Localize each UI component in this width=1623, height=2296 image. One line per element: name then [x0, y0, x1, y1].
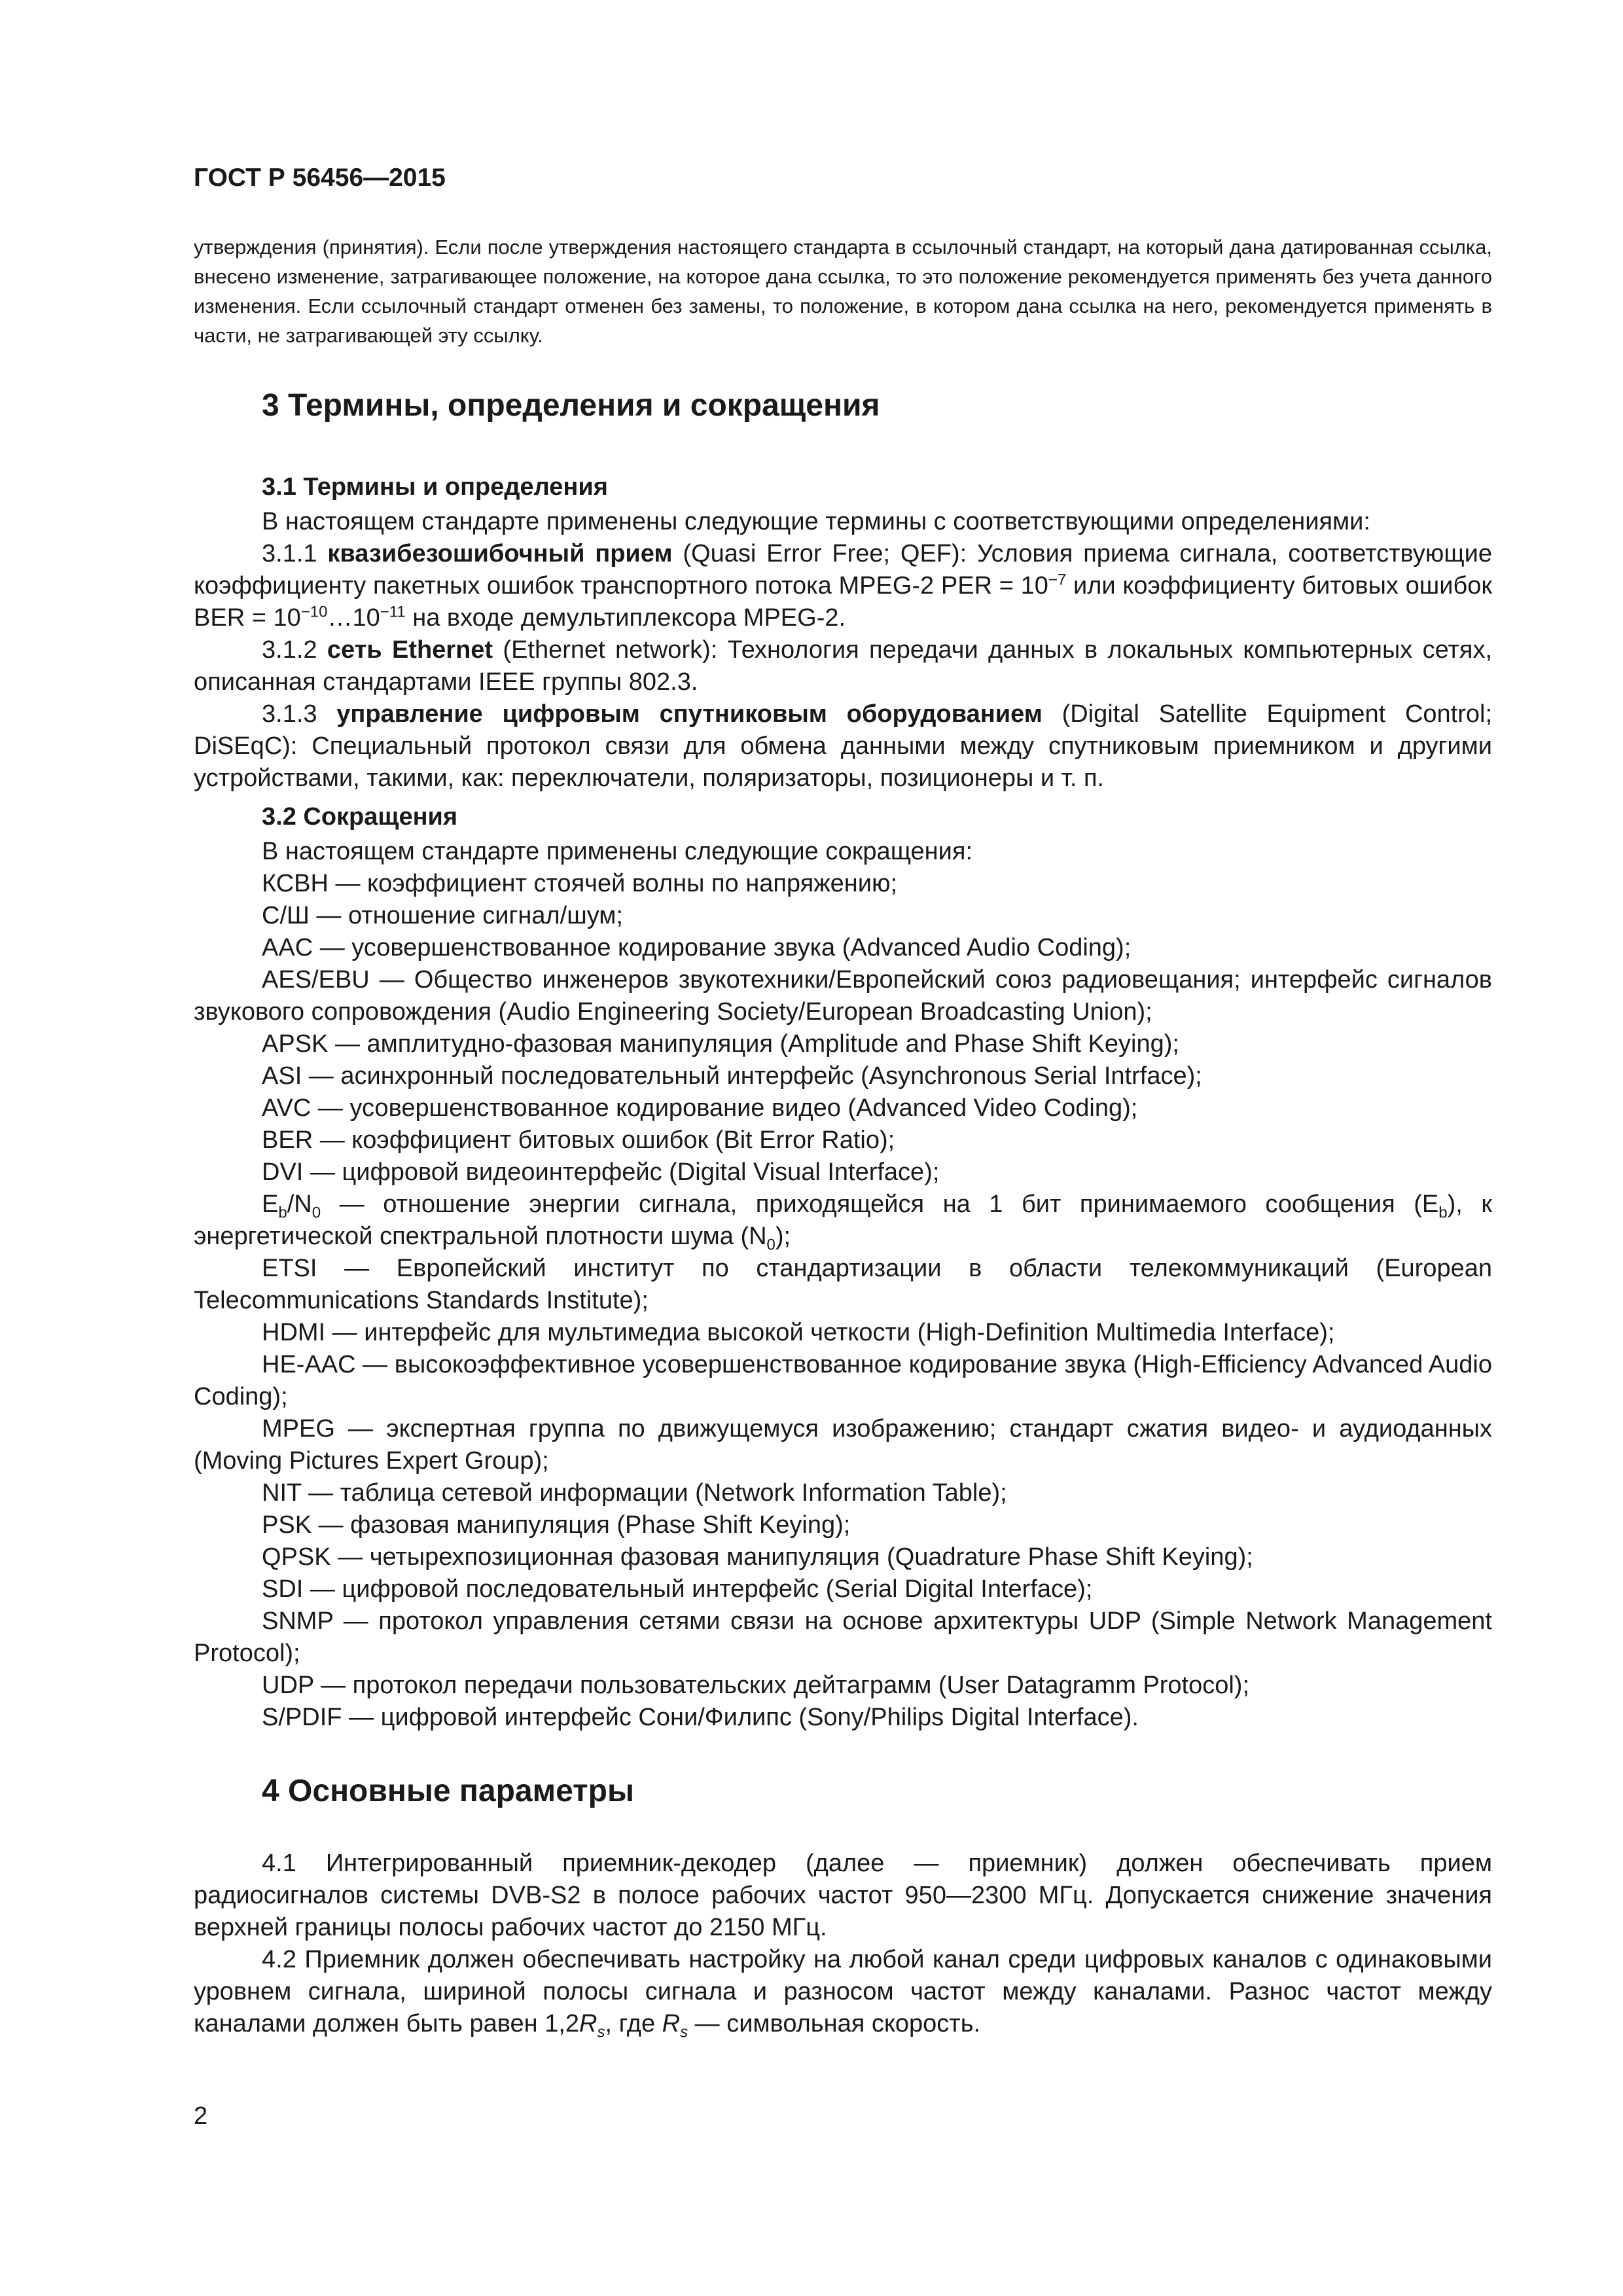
abbr-item: QPSK — четырехпозиционная фазовая манипуляция (Quadrature Phase Shift Keying); [262, 1543, 1253, 1571]
abbr-item: MPEG — экспертная группа по движущемуся изображению; стандарт сжатия видео- и аудиоданных (Moving Pictures Expert Group); [194, 1415, 1492, 1475]
abbr-item: ASI — асинхронный последовательный интерфейс (Asynchronous Serial Intrface); [262, 1062, 1202, 1090]
term-definition: на входе демультиплексора MPEG-2. [405, 604, 846, 632]
paragraph-4-1: 4.1 Интегрированный приемник-декодер (далее — приемник) должен обеспечивать прием радиосигналов системы DVB-S2 в полосе рабочих частот 950—2300 МГц. Допускается снижение значения верхней границы полосы рабочих частот до 2150 МГц. [194, 1850, 1492, 1941]
abbr-item-eb-n0: $E_b/N_0$ — отношение энергии сигнала, приходящейся на 1 бит принимаемого сообщения $(E_b)$, к энергетической спектральной плотности шума $(N_0)$; [194, 1191, 1492, 1254]
term-definition: или коэффициенту битовых ошибок BER = 10 [194, 572, 1493, 632]
abbr-item: NIT — таблица сетевой информации (Network Information Table); [262, 1479, 1007, 1507]
term-number: 3.1.3 [262, 700, 317, 728]
term-name: управление цифровым спутниковым оборудованием [336, 700, 1043, 728]
term-definition: …10 [327, 604, 380, 632]
term-definition: (Ethernet network): Технология передачи данных в локальных компьютерных сетях, описанная стандартами IEEE группы 802.3. [194, 636, 1492, 696]
abbr-item: HDMI — интерфейс для мультимедиа высокой четкости (High-Definition Multimedia Interface); [262, 1319, 1335, 1346]
terms-lead: В настоящем стандарте применены следующие термины с соответствующими определениями: [262, 508, 1370, 535]
subscript: b [1438, 1204, 1448, 1222]
abbr-item: DVI — цифровой видеоинтерфейс (Digital Visual Interface); [262, 1158, 940, 1186]
abbr-item: SNMP — протокол управления сетями связи на основе архитектуры UDP (Simple Network Management Protocol); [194, 1607, 1492, 1667]
abbr-item: AAC — усовершенствованное кодирование звука (Advanced Audio Coding); [262, 934, 1132, 961]
page-content [194, 385, 1492, 2040]
superscript: −11 [380, 603, 406, 621]
abbr-item: КСВН — коэффициент стоячей волны по напряжению; [262, 870, 898, 897]
intro-paragraph: утверждения (принятия). Если после утверждения настоящего стандарта в ссылочный стандарт, на который дана датированная ссылка, внесено изменение, затрагивающее положение, на которое дана ссылка, то это положение рекомендуется применять без учета данного изменения. Если ссылочный стандарт отменен без замены, то положение, в котором дана ссылка на него, рекомендуется применять в части, не затрагивающей эту ссылку. [194, 236, 1492, 347]
abbr-item: SDI — цифровой последовательный интерфейс (Serial Digital Interface); [262, 1575, 1093, 1603]
term-3-1-2 [194, 634, 1492, 698]
term-3-1-3 [194, 698, 1492, 795]
subscript: s [680, 2023, 688, 2041]
subsection-3-2-title: 3.2 Сокращения [262, 803, 458, 831]
term-number: 3.1.2 [262, 636, 317, 664]
section-3-title: 3 Термины, определения и сокращения [262, 388, 880, 423]
term-name: сеть Ethernet [327, 636, 493, 664]
superscript: −10 [300, 603, 328, 621]
page-number: 2 [194, 2102, 208, 2130]
superscript: −7 [1048, 571, 1067, 589]
subscript: s [597, 2023, 605, 2041]
term-name: квазибезошибочный прием [327, 540, 673, 567]
symbol-rate-var: R [579, 2010, 597, 2037]
abbr-lead: В настоящем стандарте применены следующие сокращения: [262, 838, 973, 865]
term-definition: (Digital Satellite Equipment Control; DiSEqC): Специальный протокол связи для обмена данными между спутниковым приемником и другими устройствами, такими, как: переключатели, поляризаторы, позиционеры и т. п. [194, 700, 1493, 792]
term-3-1-1 [194, 538, 1492, 634]
abbr-item: AES/EBU — Общество инженеров звукотехники/Европейский союз радиовещания; интерфейс сигналов звукового сопровождения (Audio Engineering Society/European Broadcasting Union); [194, 966, 1492, 1026]
subscript: 0 [766, 1236, 776, 1254]
subscript: b [278, 1204, 287, 1222]
subscript: 0 [312, 1204, 321, 1222]
paragraph-4-2: 4.2 Приемник должен обеспечивать настройку на любой канал среди цифровых каналов с одинаковыми уровнем сигнала, шириной полосы сигнала и разносом частот между каналами. Разнос частот между каналами должен быть равен $1,2R_s$, где $R_s$ — символьная скорость. [194, 1946, 1492, 2041]
abbr-item: UDP — протокол передачи пользовательских дейтаграмм (User Datagramm Protocol); [262, 1672, 1250, 1699]
abbr-item: AVC — усовершенствованное кодирование видео (Advanced Video Coding); [262, 1094, 1138, 1122]
subsection-3-1-title: 3.1 Термины и определения [262, 473, 608, 501]
abbr-item: ETSI — Европейский институт по стандартизации в области телекоммуникаций (European Telecommunications Standards Institute); [194, 1255, 1492, 1314]
term-number: 3.1.1 [262, 540, 317, 567]
abbr-item: HE-AAC — высокоэффективное усовершенствованное кодирование звука (High-Efficiency Advanced Audio Coding); [194, 1351, 1492, 1410]
symbol-rate-var: R [662, 2010, 681, 2037]
term-definition: (Quasi Error Free; QEF): Условия приема сигнала, соответствующие коэффициенту пакетных ошибок транспортного потока MPEG-2 PER = 10 [194, 540, 1493, 600]
abbr-item: APSK — амплитудно-фазовая манипуляция (Amplitude and Phase Shift Keying); [262, 1030, 1179, 1058]
abbr-item: PSK — фазовая манипуляция (Phase Shift Keying); [262, 1511, 851, 1539]
abbr-item: S/PDIF — цифровой интерфейс Сони/Филипс (Sony/Philips Digital Interface). [262, 1704, 1139, 1731]
abbr-item: С/Ш — отношение сигнал/шум; [262, 902, 623, 929]
section-4-title: 4 Основные параметры [262, 1774, 634, 1808]
abbr-item: BER — коэффициент битовых ошибок (Bit Error Ratio); [262, 1126, 895, 1154]
document-header: ГОСТ Р 56456—2015 [194, 164, 446, 192]
